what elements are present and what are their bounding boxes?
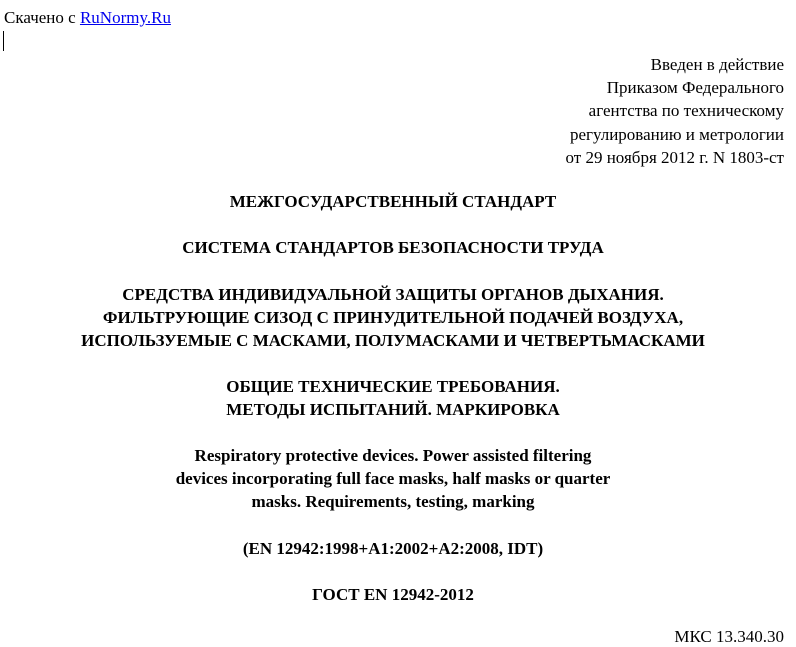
main-title-line: ИСПОЛЬЗУЕМЫЕ С МАСКАМИ, ПОЛУМАСКАМИ И ЧЕТВЕРТЬМАСКАМИ xyxy=(81,331,705,350)
main-title xyxy=(0,283,786,352)
source-line xyxy=(4,8,171,28)
subtitle xyxy=(0,375,786,421)
enactment-line: Введен в действие xyxy=(650,55,784,74)
english-title-line: masks. Requirements, testing, marking xyxy=(251,492,535,511)
english-title-line: Respiratory protective devices. Power assisted filtering xyxy=(194,446,592,465)
equivalence: (EN 12942:1998+A1:2002+A2:2008, IDT) xyxy=(242,539,544,558)
equivalence-heading xyxy=(0,537,786,560)
english-title-line: devices incorporating full face masks, half masks or quarter xyxy=(175,469,611,488)
enactment-block xyxy=(566,53,785,169)
standard-type-heading xyxy=(0,190,786,213)
main-title-line: ФИЛЬТРУЮЩИЕ СИЗОД С ПРИНУДИТЕЛЬНОЙ ПОДАЧЕЙ ВОЗДУХА, xyxy=(102,308,684,327)
source-prefix: Скачено с xyxy=(4,8,80,27)
designation: ГОСТ EN 12942-2012 xyxy=(312,585,474,604)
classification-code: МКС 13.340.30 xyxy=(674,627,784,646)
main-title-line: СРЕДСТВА ИНДИВИДУАЛЬНОЙ ЗАЩИТЫ ОРГАНОВ ДЫХАНИЯ. xyxy=(122,285,664,304)
system-title: СИСТЕМА СТАНДАРТОВ БЕЗОПАСНОСТИ ТРУДА xyxy=(182,238,604,257)
enactment-line: от 29 ноября 2012 г. N 1803-ст xyxy=(565,147,784,167)
standard-type: МЕЖГОСУДАРСТВЕННЫЙ СТАНДАРТ xyxy=(229,192,557,211)
subtitle-line: МЕТОДЫ ИСПЫТАНИЙ. МАРКИРОВКА xyxy=(226,400,560,419)
enactment-line: агентства по техническому xyxy=(588,101,784,121)
system-title-heading xyxy=(0,236,786,259)
source-link[interactable]: RuNormy.Ru xyxy=(79,8,171,27)
enactment-line: Приказом Федерального xyxy=(606,78,784,98)
subtitle-line: ОБЩИЕ ТЕХНИЧЕСКИЕ ТРЕБОВАНИЯ. xyxy=(226,377,560,396)
text-cursor xyxy=(3,31,4,51)
english-title xyxy=(0,444,786,513)
enactment-line: регулированию и метрологии xyxy=(569,124,784,144)
designation-heading xyxy=(0,583,786,606)
